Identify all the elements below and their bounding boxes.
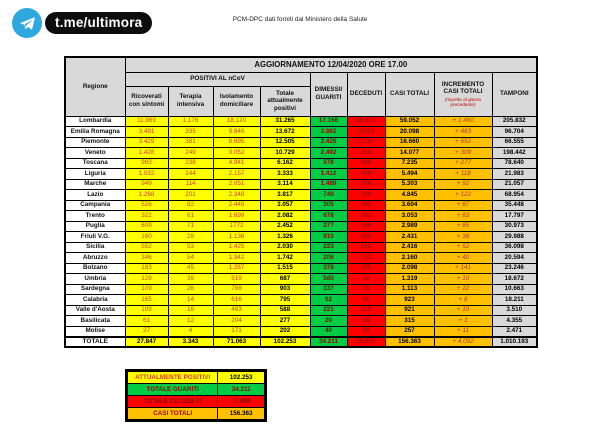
value-cell: 20.594 — [492, 253, 537, 264]
value-cell: 687 — [260, 274, 310, 285]
value-cell: 616 — [213, 295, 260, 306]
value-cell: 3.333 — [260, 169, 310, 180]
region-name-cell: Basilicata — [65, 316, 125, 327]
value-cell: 4 — [168, 326, 213, 337]
value-cell: 6.162 — [260, 158, 310, 169]
value-cell: 18 — [347, 316, 385, 327]
value-cell: 335 — [168, 127, 213, 138]
value-cell: 18.120 — [213, 116, 260, 127]
value-cell: 195 — [347, 232, 385, 243]
value-cell: 5.303 — [385, 179, 434, 190]
incremento-label: INCREMENTO CASI TOTALI — [441, 80, 485, 96]
value-cell: + 10 — [434, 274, 492, 285]
value-cell: 678 — [310, 211, 347, 222]
value-cell: 4.941 — [213, 158, 260, 169]
channel-handle: t.me/ultimora — [45, 12, 152, 35]
value-cell: 580 — [310, 274, 347, 285]
value-cell: 700 — [347, 179, 385, 190]
summary-label: TOTALE DECEDUTI — [127, 395, 218, 408]
value-cell: + 83 — [434, 211, 492, 222]
value-cell: 2.030 — [260, 242, 310, 253]
value-cell: 202 — [260, 326, 310, 337]
column-header-ricoverati: Ricoverati con sintomi — [125, 86, 168, 116]
value-cell: 903 — [260, 284, 310, 295]
value-cell: 2.471 — [492, 326, 537, 337]
value-cell: 257 — [385, 326, 434, 337]
value-cell: 3.862 — [310, 127, 347, 138]
region-row — [65, 316, 537, 327]
region-row — [65, 127, 537, 138]
value-cell: 519 — [213, 274, 260, 285]
value-cell: 27.847 — [125, 337, 168, 348]
value-cell: 112 — [347, 305, 385, 316]
value-cell: 71 — [168, 221, 213, 232]
region-name-cell: Veneto — [65, 148, 125, 159]
value-cell: 201 — [168, 190, 213, 201]
value-cell: 238 — [168, 158, 213, 169]
value-cell: 1.010.193 — [492, 337, 537, 348]
region-name-cell: Sardegna — [65, 284, 125, 295]
value-cell: 206 — [310, 253, 347, 264]
value-cell: 144 — [168, 169, 213, 180]
value-cell: 1.412 — [310, 169, 347, 180]
value-cell: 17.797 — [492, 211, 537, 222]
value-cell: 2.416 — [385, 242, 434, 253]
value-cell: 3.114 — [260, 179, 310, 190]
value-cell: 36.098 — [492, 242, 537, 253]
value-cell: 16 — [168, 305, 213, 316]
value-cell: 82 — [168, 200, 213, 211]
value-cell: 18.672 — [492, 274, 537, 285]
value-cell: 183 — [125, 263, 168, 274]
value-cell: 3.053 — [385, 211, 434, 222]
region-name-cell: Bolzano — [65, 263, 125, 274]
value-cell: 198.442 — [492, 148, 537, 159]
value-cell: + 38 — [434, 232, 492, 243]
region-name-cell: Emilia Romagna — [65, 127, 125, 138]
value-cell: + 85 — [434, 221, 492, 232]
value-cell: 73 — [347, 284, 385, 295]
column-header-deceduti: DECEDUTI — [347, 72, 385, 116]
value-cell: + 8 — [434, 295, 492, 306]
region-row — [65, 253, 537, 264]
value-cell: 3.343 — [168, 337, 213, 348]
summary-value: 19.899 — [217, 395, 265, 408]
value-cell: 163 — [347, 242, 385, 253]
value-cell: 223 — [310, 242, 347, 253]
region-row — [65, 211, 537, 222]
value-cell: 1.342 — [213, 253, 260, 264]
value-cell: 749 — [347, 169, 385, 180]
value-cell: 1.268 — [125, 190, 168, 201]
value-cell: 2.160 — [385, 253, 434, 264]
value-cell: 2.564 — [347, 127, 385, 138]
value-cell: 31.265 — [260, 116, 310, 127]
value-cell: 378 — [310, 263, 347, 274]
value-cell: 4.845 — [385, 190, 434, 201]
value-cell: + 118 — [434, 169, 492, 180]
region-row — [65, 200, 537, 211]
region-name-cell: Molise — [65, 326, 125, 337]
value-cell: 856 — [347, 148, 385, 159]
region-row — [65, 295, 537, 306]
value-cell: 3.510 — [492, 305, 537, 316]
value-cell: 1772 — [213, 221, 260, 232]
value-cell: 212 — [347, 253, 385, 264]
value-cell: 11.969 — [125, 116, 168, 127]
value-cell: + 1.460 — [434, 116, 492, 127]
value-cell: 205.832 — [492, 116, 537, 127]
value-cell: 588 — [260, 305, 310, 316]
region-name-cell: Puglia — [65, 221, 125, 232]
value-cell: 62 — [310, 295, 347, 306]
value-cell: 204 — [213, 316, 260, 327]
column-header-isolamento: Isolamento domiciliare — [213, 86, 260, 116]
source-note: PCM-DPC dati forniti dal Ministero della Salute — [232, 16, 368, 23]
value-cell: 165 — [125, 295, 168, 306]
value-cell: 1.176 — [168, 116, 213, 127]
value-cell: 1.319 — [385, 274, 434, 285]
value-cell: 21.057 — [492, 179, 537, 190]
value-cell: 910 — [310, 232, 347, 243]
value-cell: 2.989 — [385, 221, 434, 232]
value-cell: 1.729 — [347, 137, 385, 148]
value-cell: 2.051 — [213, 179, 260, 190]
value-cell: 3.429 — [125, 137, 168, 148]
value-cell: 66.555 — [492, 137, 537, 148]
value-cell: 1.515 — [260, 263, 310, 274]
value-cell: 795 — [260, 295, 310, 306]
region-name-cell: Abruzzo — [65, 253, 125, 264]
value-cell: 102.253 — [260, 337, 310, 348]
value-cell: 1.489 — [310, 179, 347, 190]
value-cell: 66 — [347, 295, 385, 306]
column-header-tamponi: TAMPONI — [492, 72, 537, 116]
value-cell: 10.621 — [347, 116, 385, 127]
value-cell: 109 — [125, 305, 168, 316]
value-cell: 1.326 — [260, 232, 310, 243]
region-row — [65, 179, 537, 190]
value-cell: 609 — [125, 221, 168, 232]
value-cell: 14.077 — [385, 148, 434, 159]
value-cell: 52 — [347, 274, 385, 285]
value-cell: 1.742 — [260, 253, 310, 264]
value-cell: 71.063 — [213, 337, 260, 348]
value-cell: 28 — [168, 232, 213, 243]
value-cell: 463 — [213, 305, 260, 316]
region-name-cell: TOTALE — [65, 337, 125, 348]
value-cell: 1.425 — [213, 242, 260, 253]
region-row — [65, 169, 537, 180]
value-cell: 381 — [168, 137, 213, 148]
value-cell: 923 — [385, 295, 434, 306]
value-cell: 21.983 — [492, 169, 537, 180]
region-row — [65, 242, 537, 253]
summary-box — [125, 369, 267, 422]
value-cell: 526 — [125, 200, 168, 211]
value-cell: 61 — [125, 316, 168, 327]
value-cell: 26 — [168, 284, 213, 295]
region-name-cell: Piemonte — [65, 137, 125, 148]
column-header-incremento — [434, 72, 492, 116]
region-name-cell: Marche — [65, 179, 125, 190]
value-cell: 552 — [125, 242, 168, 253]
value-cell: + 3 — [434, 316, 492, 327]
value-cell: 10.729 — [260, 148, 310, 159]
region-row — [65, 137, 537, 148]
value-cell: 8.695 — [213, 137, 260, 148]
region-name-cell: Sicilia — [65, 242, 125, 253]
region-name-cell: Umbria — [65, 274, 125, 285]
value-cell: + 122 — [434, 190, 492, 201]
value-cell: 129 — [125, 274, 168, 285]
value-cell: 2.431 — [385, 232, 434, 243]
column-header-dimessi: DIMESSI/ GUARITI — [310, 72, 347, 116]
value-cell: 53 — [168, 242, 213, 253]
value-cell: 23.246 — [492, 263, 537, 274]
value-cell: 2.492 — [310, 148, 347, 159]
region-name-cell: Calabria — [65, 295, 125, 306]
value-cell: 3.491 — [125, 127, 168, 138]
value-cell: + 4.092 — [434, 337, 492, 348]
value-cell: 156.363 — [385, 337, 434, 348]
value-cell: 279 — [347, 190, 385, 201]
value-cell: 495 — [347, 158, 385, 169]
value-cell: 96.704 — [492, 127, 537, 138]
telegram-icon — [12, 8, 42, 38]
value-cell: 5.494 — [385, 169, 434, 180]
value-cell: 171 — [213, 326, 260, 337]
value-cell: + 22 — [434, 284, 492, 295]
value-cell: 137 — [310, 284, 347, 295]
value-cell: + 652 — [434, 137, 492, 148]
value-cell: 12.505 — [260, 137, 310, 148]
value-cell: 2.426 — [310, 137, 347, 148]
value-cell: 1.699 — [213, 211, 260, 222]
value-cell: 2.157 — [213, 169, 260, 180]
value-cell: 34.211 — [310, 337, 347, 348]
value-cell: 3.604 — [385, 200, 434, 211]
value-cell: + 277 — [434, 158, 492, 169]
value-cell: 346 — [125, 253, 168, 264]
value-cell: 20.098 — [385, 127, 434, 138]
value-cell: 949 — [125, 179, 168, 190]
value-cell: 109 — [125, 284, 168, 295]
value-cell: 10.663 — [492, 284, 537, 295]
value-cell: 3.057 — [260, 200, 310, 211]
value-cell: + 92 — [434, 179, 492, 190]
value-cell: 30.973 — [492, 221, 537, 232]
summary-row — [127, 407, 265, 420]
value-cell: + 141 — [434, 263, 492, 274]
region-row — [65, 190, 537, 201]
region-row — [65, 158, 537, 169]
value-cell: 2.082 — [260, 211, 310, 222]
region-row — [65, 326, 537, 337]
value-cell: 18.211 — [492, 295, 537, 306]
value-cell: 35.448 — [492, 200, 537, 211]
value-cell: 305 — [310, 200, 347, 211]
region-row — [65, 274, 537, 285]
value-cell: 12 — [168, 316, 213, 327]
value-cell: 277 — [310, 221, 347, 232]
value-cell: 921 — [385, 305, 434, 316]
table-title: AGGIORNAMENTO 12/04/2020 ORE 17.00 — [125, 57, 537, 72]
region-row — [65, 148, 537, 159]
value-cell: 1.032 — [125, 169, 168, 180]
value-cell: + 463 — [434, 127, 492, 138]
value-cell: 221 — [310, 305, 347, 316]
value-cell: 2.348 — [213, 190, 260, 201]
column-header-terapia: Terapia intensiva — [168, 86, 213, 116]
value-cell: 13.672 — [260, 127, 310, 138]
region-name-cell: Lombardia — [65, 116, 125, 127]
value-cell: 7.235 — [385, 158, 434, 169]
value-cell: 9.052 — [213, 148, 260, 159]
region-row — [65, 221, 537, 232]
value-cell: 59.052 — [385, 116, 434, 127]
value-cell: 249 — [168, 148, 213, 159]
region-row — [65, 232, 537, 243]
value-cell: 3.817 — [260, 190, 310, 201]
value-cell: + 19 — [434, 305, 492, 316]
value-cell: 20 — [310, 316, 347, 327]
value-cell: 1.113 — [385, 284, 434, 295]
region-row — [65, 263, 537, 274]
summary-label: ATTUALMENTE POSITIVI — [127, 371, 218, 384]
value-cell: 16.660 — [385, 137, 434, 148]
value-cell: 260 — [347, 221, 385, 232]
value-cell: 1.428 — [125, 148, 168, 159]
value-cell: 40 — [310, 326, 347, 337]
region-name-cell: Lazio — [65, 190, 125, 201]
value-cell: 39 — [168, 274, 213, 285]
value-cell: 242 — [347, 200, 385, 211]
column-group-positivi: POSITIVI AL nCoV — [125, 72, 310, 86]
value-cell: 9.846 — [213, 127, 260, 138]
summary-label: TOTALE GUARITI — [127, 383, 218, 396]
totale-row — [65, 337, 537, 348]
summary-label: CASI TOTALI — [127, 407, 218, 420]
value-cell: 54 — [168, 253, 213, 264]
value-cell: 17.166 — [310, 116, 347, 127]
value-cell: 114 — [168, 179, 213, 190]
telegram-badge[interactable] — [12, 8, 152, 38]
value-cell: 29.988 — [492, 232, 537, 243]
value-cell: 4.355 — [492, 316, 537, 327]
value-cell: 277 — [260, 316, 310, 327]
value-cell: 27 — [125, 326, 168, 337]
value-cell: 749 — [310, 190, 347, 201]
column-header-regione: Regione — [65, 57, 125, 116]
region-name-cell: Trento — [65, 211, 125, 222]
value-cell: 61 — [168, 211, 213, 222]
value-cell: + 52 — [434, 242, 492, 253]
value-cell: 768 — [213, 284, 260, 295]
value-cell: 2.452 — [260, 221, 310, 232]
covid-data-table — [64, 56, 538, 348]
column-header-casi-totali: CASI TOTALI — [385, 72, 434, 116]
value-cell: 45 — [168, 263, 213, 274]
value-cell: 983 — [125, 158, 168, 169]
value-cell: 68.954 — [492, 190, 537, 201]
region-name-cell: Valle d'Aosta — [65, 305, 125, 316]
value-cell: 2.449 — [213, 200, 260, 211]
value-cell: 1.138 — [213, 232, 260, 243]
region-name-cell: Campania — [65, 200, 125, 211]
region-name-cell: Liguria — [65, 169, 125, 180]
value-cell: 578 — [310, 158, 347, 169]
value-cell: + 40 — [434, 253, 492, 264]
value-cell: 160 — [125, 232, 168, 243]
summary-value: 34.211 — [217, 383, 265, 396]
value-cell: 293 — [347, 211, 385, 222]
value-cell: 19.899 — [347, 337, 385, 348]
region-row — [65, 305, 537, 316]
value-cell: + 87 — [434, 200, 492, 211]
value-cell: + 309 — [434, 148, 492, 159]
value-cell: 322 — [125, 211, 168, 222]
value-cell: 2.098 — [385, 263, 434, 274]
value-cell: 78.640 — [492, 158, 537, 169]
region-row — [65, 284, 537, 295]
value-cell: 205 — [347, 263, 385, 274]
value-cell: + 11 — [434, 326, 492, 337]
incremento-sublabel: (rispetto al giorno precedente) — [444, 96, 482, 108]
summary-value: 156.363 — [217, 407, 265, 420]
summary-value: 102.253 — [217, 371, 265, 384]
value-cell: 1.287 — [213, 263, 260, 274]
value-cell: 315 — [385, 316, 434, 327]
value-cell: 14 — [168, 295, 213, 306]
region-name-cell: Toscana — [65, 158, 125, 169]
region-row — [65, 116, 537, 127]
value-cell: 15 — [347, 326, 385, 337]
region-name-cell: Friuli V.G. — [65, 232, 125, 243]
column-header-totale-positivi: Totale attualmente positivi — [260, 86, 310, 116]
